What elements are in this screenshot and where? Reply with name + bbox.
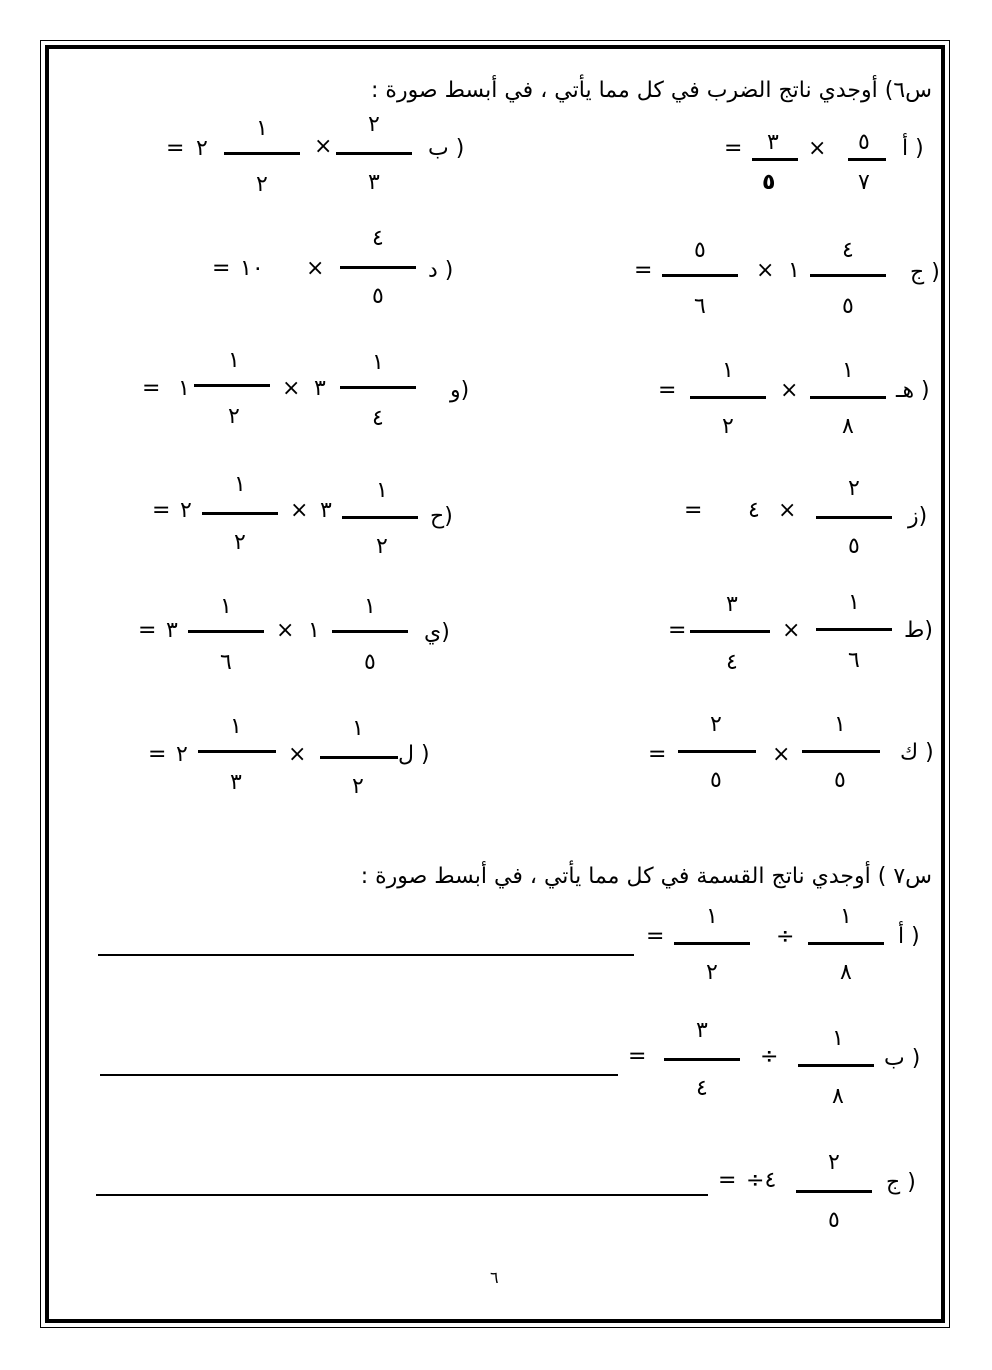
q6-j-f2-num: ١ (220, 594, 232, 619)
q7-a-f1-den: ٨ (840, 960, 852, 985)
q6-d-f1-num: ٤ (372, 226, 384, 251)
q6-h-eq: = (152, 498, 171, 523)
q6-j-f2-den: ٦ (220, 650, 232, 675)
q6-h-op: × (290, 498, 309, 523)
q6-b-f2-num: ١ (256, 116, 268, 141)
q6-f-op: × (282, 376, 301, 401)
q6-e-f1-bar (810, 396, 886, 399)
q6-f-f1-num: ١ (372, 350, 384, 375)
q6-j-whole1: ١ (308, 618, 320, 643)
q6-h-f2-den: ٢ (234, 530, 246, 555)
q6-a-op: × (808, 136, 827, 161)
q6-a-f1-num: ٥ (858, 130, 870, 155)
q6-e-f1-num: ١ (842, 358, 854, 383)
q6-a-f2-num: ٣ (767, 130, 779, 155)
q6-g-f1-num: ٢ (848, 476, 860, 501)
q6-a-f1-bar (848, 158, 886, 161)
q6-l-op: × (288, 742, 307, 767)
q6-f-f2-num: ١ (228, 348, 240, 373)
q7-title: س٧ ) أوجدي ناتج القسمة في كل مما يأتي ، في أبسط صورة : (360, 864, 932, 889)
q6-d-label: د ) (428, 258, 454, 283)
q7-c-label: ج ) (886, 1170, 916, 1195)
q7-a-f1-bar (808, 942, 884, 945)
q6-b-eq: = (166, 136, 185, 161)
q6-c-f1-bar (810, 274, 886, 277)
q6-f-whole1: ٣ (314, 376, 326, 401)
q6-k-op: × (772, 742, 791, 767)
page-border-inner (45, 45, 945, 1323)
q6-e-f2-num: ١ (722, 358, 734, 383)
q6-d-int2: ١٠ (240, 256, 264, 281)
q6-j-f2-bar (188, 630, 264, 633)
q7-b-f1-num: ١ (832, 1026, 844, 1051)
q6-g-label: ز) (908, 504, 928, 529)
q6-b-f2-bar (224, 152, 300, 155)
q6-title: س٦) أوجدي ناتج الضرب في كل مما يأتي ، في أبسط صورة : (371, 78, 932, 103)
q6-d-f1-bar (340, 266, 416, 269)
q6-f-f2-bar (194, 384, 270, 387)
q7-c-answer-line (96, 1194, 708, 1196)
q6-c-label: ج ) (910, 260, 940, 285)
q6-k-f1-bar (802, 750, 880, 753)
q6-j-f1-den: ٥ (364, 650, 376, 675)
q7-b-answer-line (100, 1074, 618, 1076)
q7-a-f1-num: ١ (840, 904, 852, 929)
q6-j-eq: = (138, 618, 157, 643)
q7-b-f2-num: ٣ (696, 1018, 708, 1043)
q6-b-f2-den: ٢ (256, 172, 268, 197)
q6-h-whole2: ٢ (180, 498, 192, 523)
q6-f-eq: = (142, 376, 161, 401)
q7-a-f2-bar (674, 942, 750, 945)
q6-j-op: × (276, 618, 295, 643)
q6-k-f2-bar (678, 750, 756, 753)
q6-f-f1-den: ٤ (372, 406, 384, 431)
page-number: ٦ (490, 1268, 499, 1287)
q6-j-f1-bar (332, 630, 408, 633)
q6-i-f2-bar (690, 630, 770, 633)
q7-b-f1-bar (798, 1064, 874, 1067)
q6-d-f1-den: ٥ (372, 284, 384, 309)
q6-e-op: × (780, 378, 799, 403)
q7-c-eq: = (718, 1168, 737, 1193)
q6-j-label: ي) (424, 620, 450, 645)
q6-i-op: × (782, 618, 801, 643)
q6-i-label: ط) (904, 618, 933, 643)
q6-k-eq: = (648, 742, 667, 767)
q7-c-f1-den: ٥ (828, 1208, 840, 1233)
q6-i-f2-den: ٤ (726, 650, 738, 675)
q6-k-f1-num: ١ (834, 712, 846, 737)
q7-a-op: ÷ (776, 924, 795, 949)
q6-c-f2-den: ٦ (694, 294, 706, 319)
q6-l-eq: = (148, 742, 167, 767)
q6-c-f2-bar (662, 274, 738, 277)
q6-k-f2-num: ٢ (710, 712, 722, 737)
q6-l-f2-num: ١ (230, 714, 242, 739)
q6-c-whole1: ١ (788, 258, 800, 283)
q6-c-op: × (756, 258, 775, 283)
q6-h-label: ح) (430, 504, 453, 529)
q6-j-whole2: ٣ (166, 618, 178, 643)
q6-k-f1-den: ٥ (834, 768, 846, 793)
q7-a-answer-line (98, 954, 634, 956)
q6-g-op: × (778, 498, 797, 523)
q6-e-f2-bar (690, 396, 766, 399)
q6-i-f1-num: ١ (848, 590, 860, 615)
q7-b-label: ب ) (884, 1046, 921, 1071)
q6-d-eq: = (212, 256, 231, 281)
q6-h-f2-bar (202, 512, 278, 515)
q6-k-label: ك ) (900, 740, 934, 765)
q6-b-f1-bar (336, 152, 412, 155)
q6-c-eq: = (634, 258, 653, 283)
q6-h-f1-bar (342, 516, 418, 519)
q7-a-eq: = (646, 924, 665, 949)
q6-l-f1-num: ١ (352, 716, 364, 741)
q6-l-f2-bar (198, 750, 276, 753)
q6-a-f2-den: ٥ (762, 170, 776, 195)
q6-a-f2-bar (752, 158, 798, 161)
q6-f-f2-den: ٢ (228, 404, 240, 429)
q7-b-f2-den: ٤ (696, 1076, 708, 1101)
q7-b-eq: = (628, 1044, 647, 1069)
q7-a-f2-den: ٢ (706, 960, 718, 985)
q6-l-f2-den: ٣ (230, 770, 242, 795)
q6-g-int2: ٤ (748, 498, 760, 523)
q6-b-f1-den: ٣ (368, 170, 380, 195)
q6-l-whole2: ٢ (176, 742, 188, 767)
q6-c-f1-den: ٥ (842, 294, 854, 319)
q6-f-f1-bar (340, 386, 416, 389)
q6-g-f1-den: ٥ (848, 534, 860, 559)
q7-c-op: ÷٤ (746, 1168, 777, 1193)
q6-e-eq: = (658, 378, 677, 403)
q6-c-f2-num: ٥ (694, 238, 706, 263)
q6-j-f1-num: ١ (364, 594, 376, 619)
q6-l-label: ل ) (398, 742, 430, 767)
q6-e-f1-den: ٨ (842, 414, 854, 439)
q6-b-whole2: ٢ (196, 136, 208, 161)
q6-k-f2-den: ٥ (710, 768, 722, 793)
q7-a-label: أ ) (898, 924, 920, 949)
q6-h-f2-num: ١ (234, 472, 246, 497)
q6-h-f1-num: ١ (376, 478, 388, 503)
q6-i-f1-den: ٦ (848, 648, 860, 673)
q6-a-f1-den: ٧ (858, 170, 870, 195)
q6-h-whole1: ٣ (320, 498, 332, 523)
q6-i-f1-bar (816, 628, 892, 631)
q6-e-label: هـ ) (896, 378, 930, 403)
q7-a-f2-num: ١ (706, 904, 718, 929)
q6-b-f1-num: ٢ (368, 112, 380, 137)
q6-i-eq: = (668, 618, 687, 643)
q7-b-op: ÷ (760, 1044, 779, 1069)
q6-f-whole2: ١ (178, 376, 190, 401)
q6-b-op: × (314, 134, 333, 159)
q6-c-f1-num: ٤ (842, 238, 854, 263)
q6-a-label: أ ) (902, 136, 924, 161)
q6-i-f2-num: ٣ (726, 592, 738, 617)
q6-g-eq: = (684, 498, 703, 523)
q6-l-f1-bar (320, 756, 398, 759)
q7-c-f1-num: ٢ (828, 1150, 840, 1175)
q7-c-f1-bar (796, 1190, 872, 1193)
q7-b-f2-bar (664, 1058, 740, 1061)
q7-b-f1-den: ٨ (832, 1084, 844, 1109)
q6-d-op: × (306, 256, 325, 281)
q6-h-f1-den: ٢ (376, 534, 388, 559)
q6-a-eq: = (724, 136, 743, 161)
q6-f-label: و) (450, 378, 470, 403)
q6-g-f1-bar (816, 516, 892, 519)
q6-b-label: ب ) (428, 136, 465, 161)
q6-l-f1-den: ٢ (352, 774, 364, 799)
q6-e-f2-den: ٢ (722, 414, 734, 439)
